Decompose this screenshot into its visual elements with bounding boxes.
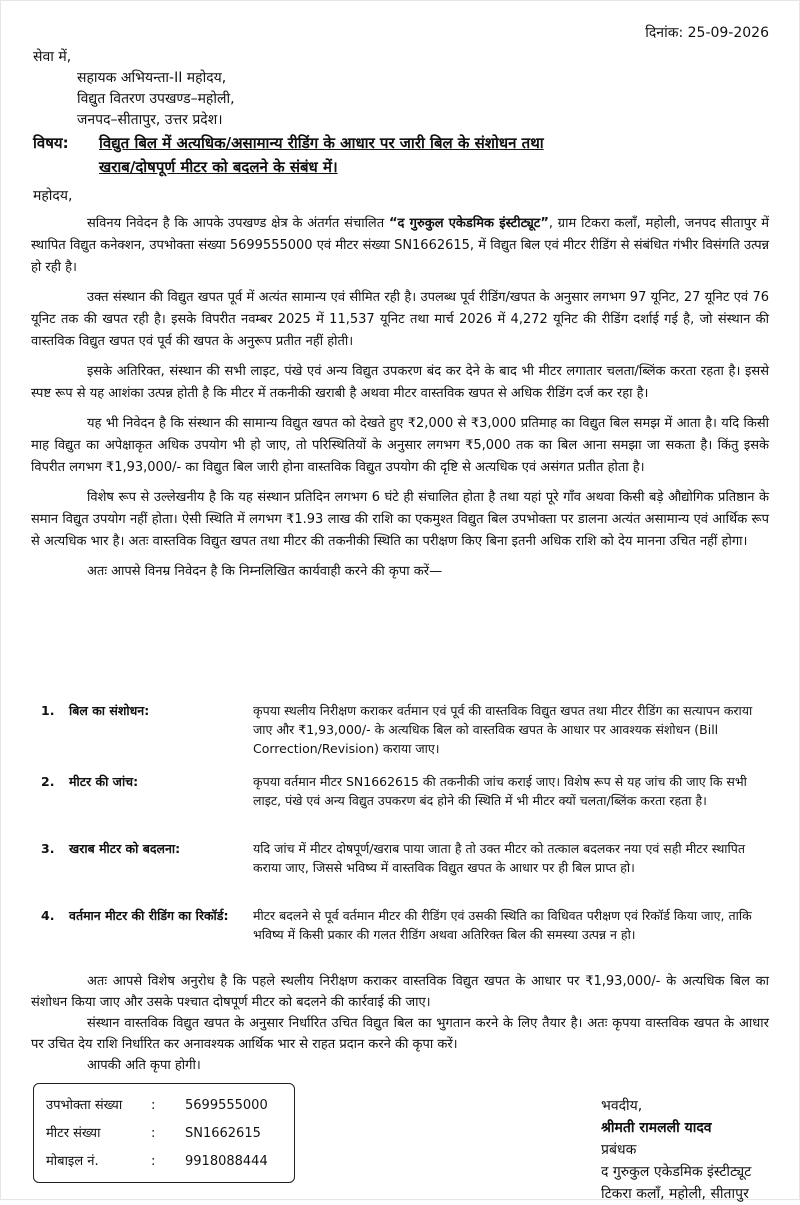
info-separator: :	[151, 1098, 156, 1113]
request-description: यदि जांच में मीटर दोषपूर्ण/खराब पाया जाता है तो उक्त मीटर को तत्काल बदलकर नया एवं सही मीटर स्थापित कराया जाए, जिससे भविष्य में वास्तविक विद्युत खपत के आधार पर ही बिल प्राप्त हो।	[253, 841, 746, 875]
paragraph: विशेष रूप से उल्लेखनीय है कि यह संस्थान प्रतिदिन लगभग 6 घंटे ही संचालित होता है तथा यहां पूरे गाँव अथवा किसी बड़े औद्योगिक प्रतिष्ठान के समान विद्युत उपयोग नहीं होता। ऐसी स्थिति में लगभग ₹1.93 लाख की राशि का एकमुश्त विद्युत बिल उपभोक्ता पर डालना अत्यंत असामान्य एवं आर्थिक रूप से अत्यधिक भार है। अतः वास्तविक विद्युत खपत तथा मीटर की तकनीकी स्थिति का परीक्षण किए बिना इतनी अधिक राशि को देय मानना उचित नहीं होगा।	[31, 490, 769, 549]
sign-role: प्रबंधक	[601, 1142, 637, 1158]
recipient-line: सेवा में,	[33, 49, 72, 65]
salutation: महोदय,	[33, 188, 73, 204]
info-value: 5699555000	[185, 1098, 268, 1113]
subject-text	[99, 131, 769, 179]
request-heading: खराब मीटर को बदलना:	[69, 841, 181, 856]
request-item	[31, 772, 769, 832]
subject-block	[33, 131, 769, 179]
request-number: 3.	[41, 841, 55, 856]
request-number: 2.	[41, 774, 55, 789]
recipient-line: सहायक अभियन्ता-II महोदय,	[77, 70, 227, 86]
request-heading: मीटर की जांच:	[69, 774, 139, 789]
info-row	[46, 1092, 282, 1120]
letter-body	[31, 213, 769, 591]
request-item	[31, 906, 769, 966]
closing-block	[31, 971, 769, 1076]
info-key: उपभोक्ता संख्या	[46, 1098, 123, 1113]
request-description: कृपया वर्तमान मीटर SN1662615 की तकनीकी जांच कराई जाए। विशेष रूप से यह जांच की जाए कि सभी लाइट, पंखे एवं अन्य विद्युत उपकरण बंद होने की स्थिति में भी मीटर क्यों चलता/ब्लिंक करता रहता है।	[253, 774, 747, 808]
signature-block	[601, 1095, 751, 1205]
info-key: मोबाइल नं.	[46, 1154, 99, 1169]
paragraph	[31, 213, 769, 279]
paragraph: यह भी निवेदन है कि संस्थान की सामान्य विद्युत खपत को देखते हुए ₹2,000 से ₹3,000 प्रतिमाह का विद्युत बिल समझ में आता है। यदि किसी माह विद्युत का अपेक्षाकृत अधिक उपयोग भी हो जाए, तो परिस्थितियों के अनुसार लगभग ₹5,000 तक का बिल आना समझा जा सकता है। किंतु इसके विपरीत लगभग ₹1,93,000/- का विद्युत बिल जारी होना वास्तविक विद्युत उपयोग की दृष्टि से अत्यधिक एवं असंगत प्रतीत होता है।	[31, 416, 769, 475]
subject-label: विषय:	[33, 134, 69, 152]
closing-paragraph: अतः आपसे विशेष अनुरोध है कि पहले स्थलीय निरीक्षण कराकर वास्तविक विद्युत खपत के आधार पर ₹1,93,000/- के अत्यधिक बिल का संशोधन किया जाए और उसके पश्चात दोषपूर्ण मीटर को बदलने की कार्रवाई की जाए।	[31, 974, 769, 1010]
info-row	[46, 1120, 282, 1148]
sign-place: टिकरा कलाँ, महोली, सीतापुर	[601, 1186, 749, 1202]
info-value: 9918088444	[185, 1154, 268, 1169]
request-item	[31, 701, 769, 761]
request-number: 4.	[41, 908, 55, 923]
institute-name: “द गुरुकुल एकेडमिक इंस्टीट्यूट”	[388, 216, 549, 231]
request-heading: बिल का संशोधन:	[69, 703, 150, 718]
sign-organization: द गुरुकुल एकेडमिक इंस्टीट्यूट	[601, 1164, 752, 1180]
paragraph: इसके अतिरिक्त, संस्थान की सभी लाइट, पंखे एवं अन्य विद्युत उपकरण बंद कर देने के बाद भी मीटर लगातार चलता/ब्लिंक करता रहता है। इससे स्पष्ट रूप से यह आशंका उत्पन्न होती है कि मीटर में तकनीकी खराबी है अथवा मीटर वास्तविक खपत से अधिक रीडिंग दर्ज कर रहा है।	[31, 364, 769, 401]
request-intro: अतः आपसे विनम्र निवेदन है कि निम्नलिखित कार्यवाही करने की कृपा करें—	[87, 564, 443, 579]
subject-line: विद्युत बिल में अत्यधिक/असामान्य रीडिंग के आधार पर जारी बिल के संशोधन तथा	[99, 134, 544, 152]
info-value: SN1662615	[185, 1126, 261, 1141]
closing-paragraph: आपकी अति कृपा होगी।	[87, 1058, 201, 1073]
letter-date: दिनांक: 25-09-2026	[645, 25, 769, 41]
paragraph-text: , ग्राम टिकरा कलाँ, महोली, जनपद सीतापुर में स्थापित विद्युत कनेक्शन, उपभोक्ता संख्या 5699555000 एवं मीटर संख्या SN1662615, में विद्युत बिल एवं मीटर रीडिंग से संबंधित गंभीर विसंगति उत्पन्न हो रही है।	[31, 216, 769, 275]
subject-line: खराब/दोषपूर्ण मीटर को बदलने के संबंध में।	[99, 158, 338, 176]
info-row	[46, 1148, 282, 1176]
request-item	[31, 839, 769, 899]
request-number: 1.	[41, 703, 55, 718]
paragraph-text: सविनय निवेदन है कि आपके उपखण्ड क्षेत्र के अंतर्गत संचालित	[87, 216, 389, 231]
recipient-block	[33, 47, 235, 131]
recipient-line: जनपद–सीतापुर, उत्तर प्रदेश।	[77, 112, 223, 128]
consumer-info-box	[33, 1083, 295, 1183]
info-key: मीटर संख्या	[46, 1126, 101, 1141]
sign-name: श्रीमती रामलली यादव	[601, 1120, 712, 1136]
request-description: मीटर बदलने से पूर्व वर्तमान मीटर की रीडिंग एवं उसकी स्थिति का विधिवत परीक्षण एवं रिकॉर्ड किया जाए, ताकि भविष्य में किसी प्रकार की गलत रीडिंग अथवा अतिरिक्त बिल की समस्या उत्पन्न न हो।	[253, 908, 752, 942]
closing-paragraph: संस्थान वास्तविक विद्युत खपत के अनुसार निर्धारित उचित विद्युत बिल का भुगतान करने के लिए तैयार है। अतः कृपया वास्तविक खपत के आधार पर उचित देय राशि निर्धारित कर अनावश्यक आर्थिक भार से राहत प्रदान करने की कृपा करें।	[31, 1016, 769, 1052]
request-description: कृपया स्थलीय निरीक्षण कराकर वर्तमान एवं पूर्व की वास्तविक विद्युत खपत तथा मीटर रीडिंग का सत्यापन कराया जाए और ₹1,93,000/- के अत्यधिक बिल को वास्तविक खपत के आधार पर आवश्यक संशोधन (Bill Correction/Revision) कराया जाए।	[253, 703, 753, 756]
recipient-line: विद्युत वितरण उपखण्ड–महोली,	[77, 91, 235, 107]
paragraph: उक्त संस्थान की विद्युत खपत पूर्व में अत्यंत सामान्य एवं सीमित रही है। उपलब्ध पूर्व रीडिंग/खपत के अनुसार लगभग 97 यूनिट, 27 यूनिट एवं 76 यूनिट तक की खपत रही है। इसके विपरीत नवम्बर 2025 में 11,537 यूनिट तथा मार्च 2026 में 4,272 यूनिट की रीडिंग दर्शाई गई है, जो संस्थान की वास्तविक विद्युत खपत एवं पूर्व की खपत के अनुरूप प्रतीत नहीं होती।	[31, 290, 769, 349]
sign-greeting: भवदीय,	[601, 1098, 643, 1114]
info-separator: :	[151, 1154, 156, 1169]
request-heading: वर्तमान मीटर की रीडिंग का रिकॉर्ड:	[69, 908, 229, 923]
info-separator: :	[151, 1126, 156, 1141]
